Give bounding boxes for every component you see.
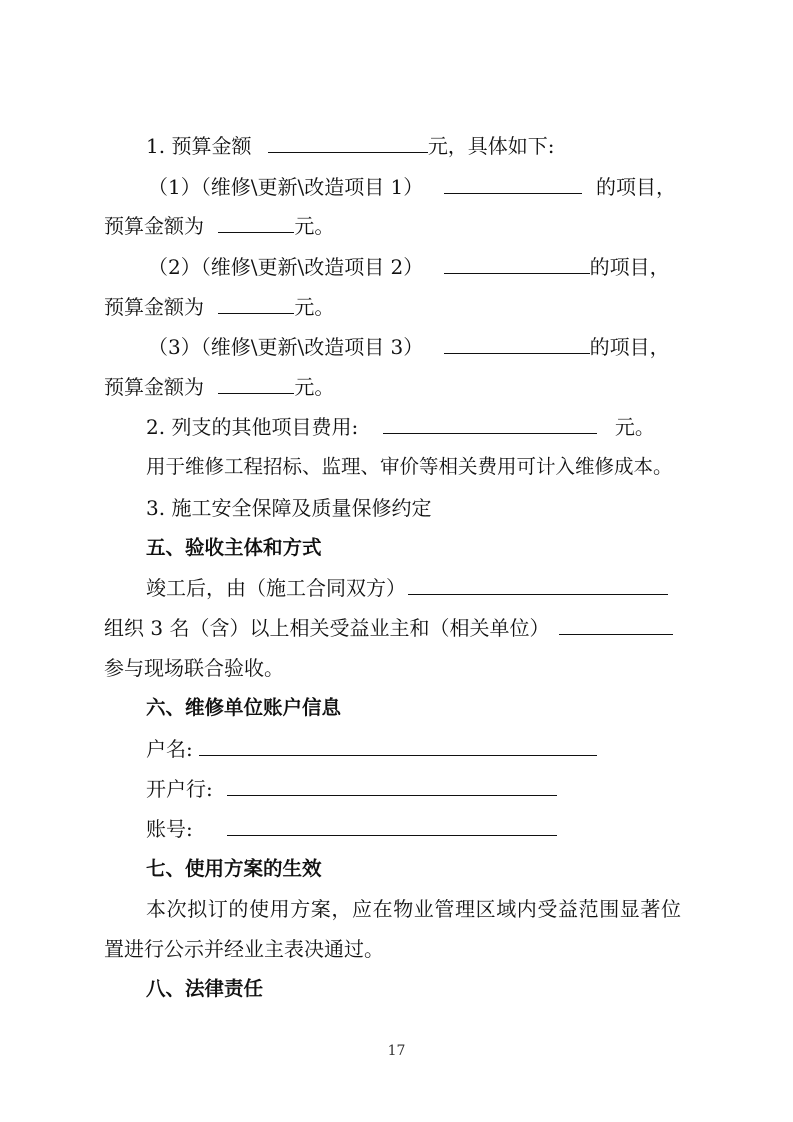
other-cost-label: 2. 列支的其他项目费用: (146, 415, 359, 439)
safety-label: 3. 施工安全保障及质量保修约定 (146, 496, 432, 520)
section5-line2 (104, 616, 673, 640)
section8-heading: 八、法律责任 (146, 977, 264, 1000)
page-number: 17 (387, 1043, 406, 1059)
account-no-field[interactable] (227, 817, 557, 836)
item1-amount-unit: 元。 (294, 214, 335, 238)
item2-label: （2）（维修\更新\改造项目 2） (148, 255, 424, 279)
item1-label: （1）（维修\更新\改造项目 1） (148, 175, 424, 199)
bank-label: 开户行: (146, 777, 213, 801)
section5-line1-text: 竣工后，由（施工合同双方） (146, 576, 406, 600)
item3-blank[interactable] (444, 335, 590, 354)
section5-heading: 五、验收主体和方式 (146, 536, 322, 559)
item3-label: （3）（维修\更新\改造项目 3） (148, 335, 424, 359)
section7-line1: 本次拟订的使用方案，应在物业管理区域内受益范围显著位 (146, 897, 682, 921)
item2-amount-line (104, 295, 334, 319)
related-unit-blank[interactable] (559, 616, 673, 635)
budget-total-unit: 元，具体如下: (427, 134, 555, 158)
other-cost-unit: 元。 (614, 415, 655, 439)
item2-amount-unit: 元。 (294, 295, 335, 319)
item2-amount-blank[interactable] (218, 295, 294, 314)
account-no-line (146, 817, 557, 841)
item3-amount-blank[interactable] (218, 375, 294, 394)
section5-line3: 参与现场联合验收。 (104, 656, 284, 680)
item1-amount-blank[interactable] (218, 214, 294, 233)
other-cost-blank[interactable] (383, 415, 597, 434)
bank-line (146, 777, 557, 801)
item2-amount-label: 预算金额为 (104, 295, 204, 319)
account-name-field[interactable] (199, 737, 597, 756)
item1-amount-line (104, 214, 334, 238)
item3-suffix: 的项目， (589, 335, 670, 359)
other-cost-line (146, 415, 655, 439)
item1-blank[interactable] (444, 175, 582, 194)
item1-amount-label: 预算金额为 (104, 214, 204, 238)
budget-total-label: 1. 预算金额 (146, 134, 252, 158)
section7-heading: 七、使用方案的生效 (146, 857, 322, 880)
item3-amount-unit: 元。 (294, 375, 335, 399)
item2-blank[interactable] (444, 255, 590, 274)
contract-parties-blank[interactable] (408, 576, 668, 595)
section5-line1 (146, 576, 668, 600)
item3-amount-label: 预算金额为 (104, 375, 204, 399)
item3-amount-line (104, 375, 334, 399)
section6-heading: 六、维修单位账户信息 (146, 696, 342, 719)
budget-total-line (146, 134, 555, 158)
budget-total-blank[interactable] (268, 134, 428, 153)
section5-line2-text: 组织 3 名（含）以上相关受益业主和（相关单位） (104, 616, 550, 640)
item1-suffix: 的项目， (596, 175, 677, 199)
account-name-label: 户名: (146, 737, 193, 761)
account-no-label: 账号: (146, 817, 193, 841)
bank-field[interactable] (227, 777, 557, 796)
item3-line (148, 335, 670, 359)
account-name-line (146, 737, 597, 761)
item2-suffix: 的项目， (589, 255, 670, 279)
item1-line (148, 175, 676, 199)
other-cost-note: 用于维修工程招标、监理、审价等相关费用可计入维修成本。 (146, 455, 673, 478)
item2-line (148, 255, 670, 279)
section7-line2: 置进行公示并经业主表决通过。 (104, 937, 384, 961)
